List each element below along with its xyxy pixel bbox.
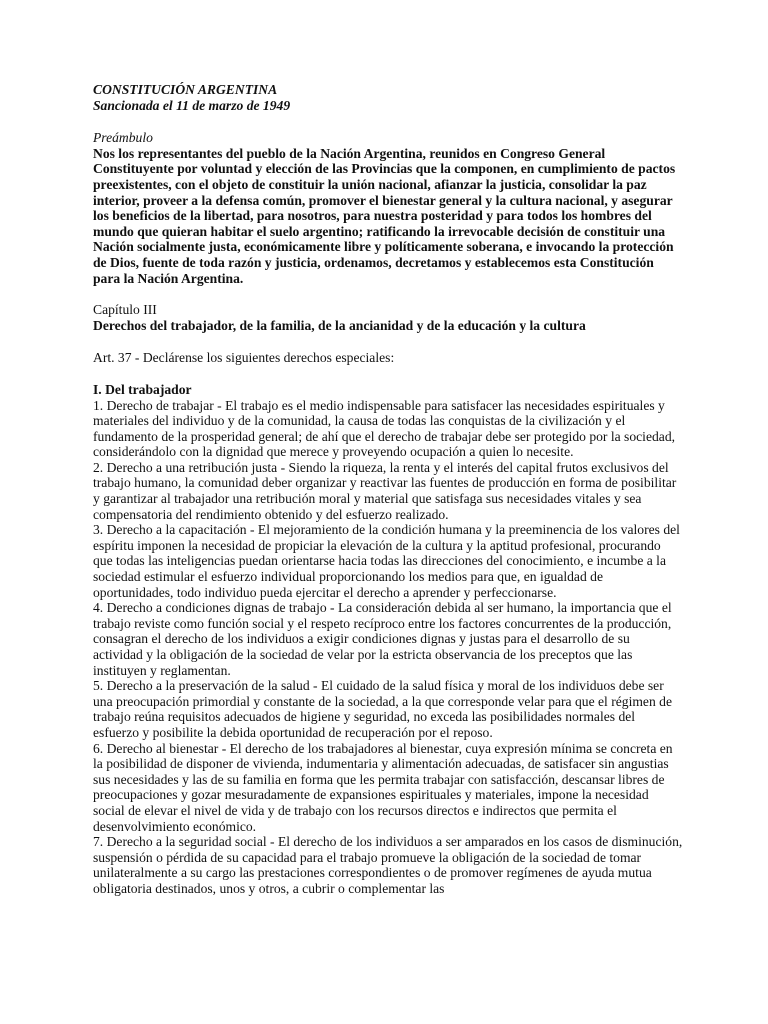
document-title: CONSTITUCIÓN ARGENTINA <box>93 82 278 97</box>
article-intro: Art. 37 - Declárense los siguientes derechos especiales: <box>93 350 395 366</box>
list-item: 1. Derecho de trabajar - El trabajo es el medio indispensable para satisfacer las necesidades espirituales y materiales del individuo y de la comunidad, la causa de todas las conquistas de la civilización y el fundamento de la prosperidad general; de ahí que el derecho de trabajar debe ser protegido por la sociedad, considerándolo con la dignidad que merece y proveyendo ocupación a quien lo necesite. <box>93 397 676 460</box>
spacer <box>93 333 683 350</box>
list-item: 2. Derecho a una retribución justa - Siendo la riqueza, la renta y el interés del capital frutos exclusivos del trabajo humano, la comunidad deber organizar y reactivar las fuentes de producción en forma de posibilitar y garantizar al trabajador una retribución moral y material que satisfaga sus necesidades vitales y sea compensatoria del rendimiento obtenido y del esfuerzo realizado. <box>93 459 677 522</box>
list-item: 4. Derecho a condiciones dignas de trabajo - La consideración debida al ser humano, la importancia que el trabajo reviste como función social y el respeto recíproco entre los factores concurrentes de la producción, consagran el derecho de los individuos a exigir condiciones dignas y justas para el desarrollo de su actividad y la obligación de la sociedad de velar por la estricta observancia de los preceptos que las instituyen y reglamentan. <box>93 600 672 678</box>
preamble-text: Nos los representantes del pueblo de la Nación Argentina, reunidos en Congreso General Constituyente por voluntad y elección de las Provincias que la componen, en cumplimiento de pactos preexistentes, con el objeto de constituir la unión nacional, afianzar la justicia, consolidar la paz interior, proveer a la defensa común, promover el bienestar general y la cultura nacional, y asegurar los beneficios de la libertad, para nosotros, para nuestra posteridad y para todos los hombres del mundo que quieran habitar el suelo argentino; ratificando la irrevocable decisión de constituir una Nación socialmente justa, económicamente libre y políticamente soberana, e invocando la protección de Dios, fuente de toda razón y justicia, ordenamos, decretamos y establecemos esta Constitución para la Nación Argentina. <box>93 145 676 286</box>
chapter-label: Capítulo III <box>93 302 157 318</box>
chapter-title: Derechos del trabajador, de la familia, de la ancianidad y de la educación y la cultura <box>93 317 586 333</box>
list-item: 5. Derecho a la preservación de la salud - El cuidado de la salud física y moral de los individuos debe ser una preocupación primordial y constante de la sociedad, a la que corresponde velar para que el régimen de trabajo reúna requisitos adecuados de higiene y seguridad, no exceda las posibilidades normales del esfuerzo y posibilite la debida oportunidad de recuperación por el reposo. <box>93 678 672 740</box>
preamble-label: Preámbulo <box>93 130 153 146</box>
spacer <box>93 366 683 382</box>
section-heading: I. Del trabajador <box>93 381 192 397</box>
spacer <box>93 113 683 130</box>
document-subtitle: Sancionada el 11 de marzo de 1949 <box>93 97 291 113</box>
list-item: 6. Derecho al bienestar - El derecho de los trabajadores al bienestar, cuya expresión mínima se concreta en la posibilidad de disponer de vivienda, indumentaria y alimentación adecuadas, de satisfacer sin angustias sus necesidades y las de su familia en forma que les permita trabajar con satisfacción, descansar libres de preocupaciones y gozar mesuradamente de expansiones espirituales y materiales, impone la necesidad social de elevar el nivel de vida y de trabajo con los recursos directos e indirectos que permita el desenvolvimiento económico. <box>93 740 673 834</box>
list-item: 7. Derecho a la seguridad social - El derecho de los individuos a ser amparados en los casos de disminución, suspensión o pérdida de su capacidad para el trabajo promueve la obligación de la sociedad de tomar unilateralmente a su cargo las prestaciones correspondientes o de promover regímenes de ayuda mutua obligatoria destinados, unos y otros, a cubrir o complementar las <box>93 834 683 896</box>
list-item: 3. Derecho a la capacitación - El mejoramiento de la condición humana y la preeminencia de los valores del espíritu imponen la necesidad de propiciar la elevación de la cultura y la aptitud profesional, procurando que todas las inteligencias puedan orientarse hacia todas las direcciones del conocimiento, e incumbe a la sociedad estimular el esfuerzo individual proporcionando los medios para que, en igualdad de oportunidades, todo individuo pueda ejercitar el derecho a aprender y perfeccionarse. <box>93 522 680 600</box>
document-page <box>93 82 683 897</box>
spacer <box>93 286 683 302</box>
title-block <box>93 82 683 113</box>
